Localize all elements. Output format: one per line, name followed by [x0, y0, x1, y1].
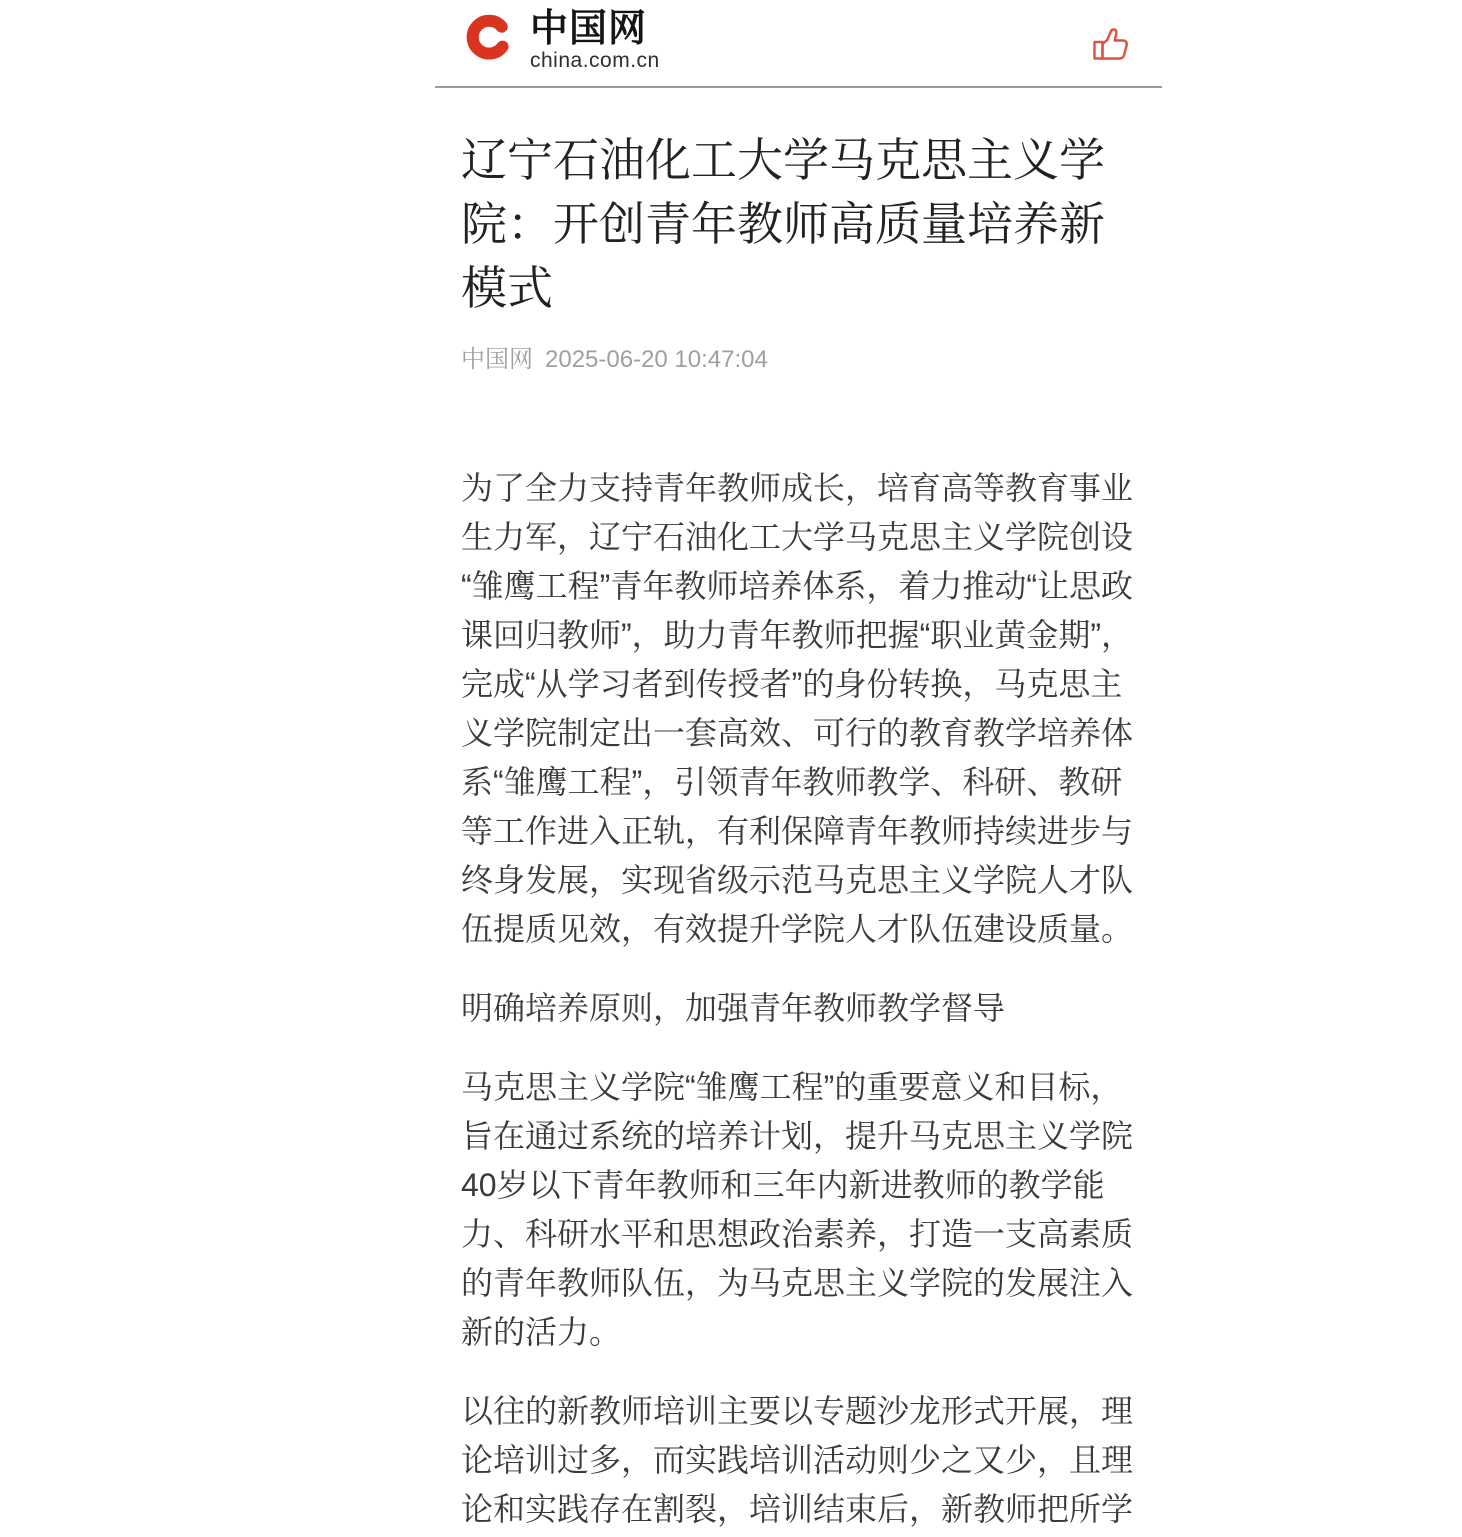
brand-text	[530, 10, 660, 73]
article-body	[461, 464, 1136, 1534]
paragraph-2: 马克思主义学院“雏鹰工程”的重要意义和目标，旨在通过系统的培养计划，提升马克思主义学院40岁以下青年教师和三年内新进教师的教学能力、科研水平和思想政治素养，打造一支高素质的青年教师队伍，为马克思主义学院的发展注入新的活力。	[461, 1069, 1134, 1350]
brand-name: 中国网	[530, 8, 648, 50]
article-title: 辽宁石油化工大学马克思主义学院：开创青年教师高质量培养新模式	[461, 134, 1105, 314]
thumbs-up-icon	[1088, 25, 1136, 67]
article	[435, 128, 1162, 1534]
site-header	[435, 0, 1162, 88]
brand-domain: china.com.cn	[530, 49, 660, 72]
article-byline	[461, 346, 1136, 374]
article-source: 中国网	[461, 346, 533, 373]
section-heading: 明确培养原则，加强青年教师教学督导	[461, 990, 1006, 1026]
site-logo-link[interactable]	[461, 6, 660, 73]
like-button[interactable]	[1088, 23, 1136, 69]
article-publish-time: 2025-06-20 10:47:04	[545, 346, 768, 373]
china-net-c-logo-icon	[461, 9, 517, 65]
content-column	[435, 0, 1162, 1537]
paragraph-1: 为了全力支持青年教师成长，培育高等教育事业生力军，辽宁石油化工大学马克思主义学院创设“雏鹰工程”青年教师培养体系，着力推动“让思政课回归教师”，助力青年教师把握“职业黄金期”，完成“从学习者到传授者”的身份转换，马克思主义学院制定出一套高效、可行的教育教学培养体系“雏鹰工程”，引领青年教师教学、科研、教研等工作进入正轨，有利保障青年教师持续进步与终身发展，实现省级示范马克思主义学院人才队伍提质见效，有效提升学院人才队伍建设质量。	[461, 470, 1134, 947]
paragraph-3: 以往的新教师培训主要以专题沙龙形式开展，理论培训过多，而实践培训活动则少之又少，且理论和实践存在割裂，培训结束后，新教师把所学	[461, 1393, 1134, 1527]
